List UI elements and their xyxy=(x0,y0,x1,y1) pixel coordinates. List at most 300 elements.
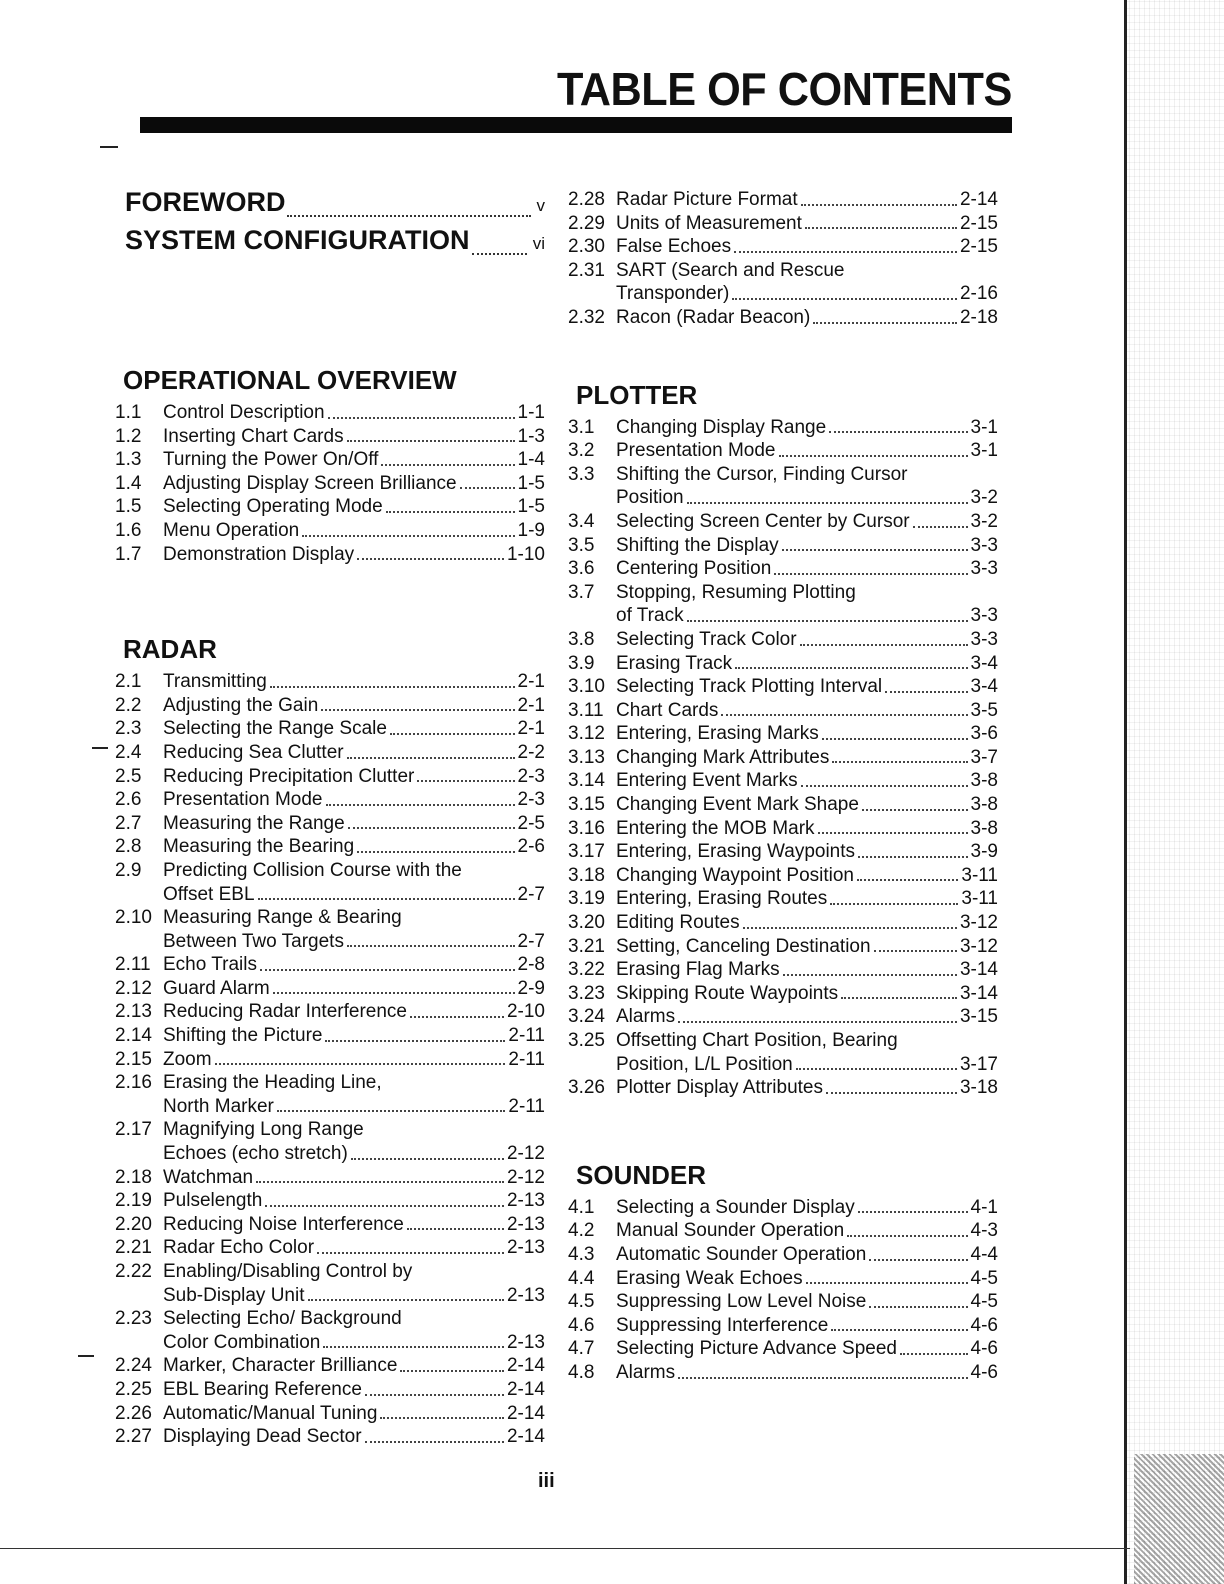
leader-dots xyxy=(308,1299,504,1301)
toc-entry-line xyxy=(115,1236,545,1260)
toc-entry[interactable] xyxy=(115,765,545,789)
toc-entry[interactable] xyxy=(568,1290,998,1314)
entry-page: 3-8 xyxy=(970,817,998,839)
toc-entry-line xyxy=(568,1337,998,1361)
toc-entry-line xyxy=(568,557,998,581)
toc-entry-continuation xyxy=(568,1053,998,1077)
entry-title: Control Description xyxy=(163,402,325,423)
leader-dots xyxy=(796,1068,957,1070)
entry-title: Selecting the Range Scale xyxy=(163,718,387,740)
toc-entry[interactable] xyxy=(115,1307,545,1354)
toc-entry-line xyxy=(115,425,545,449)
toc-entry[interactable] xyxy=(115,495,545,519)
entry-number: 2.31 xyxy=(568,259,605,281)
entry-page: 2-12 xyxy=(506,1166,545,1188)
toc-entry-line xyxy=(568,1005,998,1029)
entry-number: 1.2 xyxy=(115,425,142,447)
entry-page: 3-1 xyxy=(970,416,998,438)
entry-page: 3-18 xyxy=(959,1077,998,1099)
toc-entry[interactable] xyxy=(115,1213,545,1237)
entry-page: 2-13 xyxy=(506,1331,545,1353)
entry-number: 4.5 xyxy=(568,1291,595,1313)
toc-entry[interactable] xyxy=(568,259,998,306)
leader-dots xyxy=(913,526,968,528)
entry-title: Pulselength xyxy=(163,1190,263,1212)
entry-number: 4.7 xyxy=(568,1338,595,1360)
leader-dots xyxy=(365,1441,504,1443)
toc-entry-line xyxy=(568,1267,998,1291)
toc-entry-line xyxy=(568,722,998,746)
leader-dots xyxy=(325,1040,505,1042)
leader-dots xyxy=(287,214,530,217)
leader-dots xyxy=(380,1417,504,1419)
entry-title: Selecting a Sounder Display xyxy=(616,1196,855,1218)
entry-page: 2-13 xyxy=(506,1190,545,1212)
entry-title: Entering, Erasing Marks xyxy=(616,723,819,745)
toc-entry-continuation xyxy=(115,1331,545,1355)
leader-dots xyxy=(678,1021,957,1023)
toc-entry-line xyxy=(115,543,545,567)
entry-page: 2-14 xyxy=(506,1402,545,1424)
entry-number: 4.3 xyxy=(568,1243,595,1265)
entry-page: 2-15 xyxy=(959,236,998,258)
toc-entry-line xyxy=(115,717,545,741)
toc-entry[interactable] xyxy=(115,859,545,906)
toc-entry[interactable] xyxy=(568,1005,998,1029)
toc-entry-continuation xyxy=(115,1095,545,1119)
toc-entry-line xyxy=(568,935,998,959)
toc-entry[interactable] xyxy=(568,817,998,841)
toc-entry[interactable] xyxy=(568,793,998,817)
entry-number: 3.11 xyxy=(568,699,604,721)
toc-entry[interactable] xyxy=(115,1260,545,1307)
entry-page: 3-12 xyxy=(959,935,998,957)
entry-title: Reducing Radar Interference xyxy=(163,1001,407,1023)
toc-entry[interactable] xyxy=(115,717,545,741)
toc-entry-line xyxy=(115,788,545,812)
entry-number: 3.12 xyxy=(568,723,605,745)
leader-dots xyxy=(832,761,967,763)
entry-page: 2-15 xyxy=(959,212,998,234)
leader-dots xyxy=(258,898,515,900)
toc-left-column xyxy=(115,185,545,1449)
entry-page: 3-4 xyxy=(970,676,998,698)
entry-number: 2.2 xyxy=(115,694,142,716)
leader-dots xyxy=(386,511,515,513)
margin-mark xyxy=(100,146,118,148)
front-matter-entry[interactable] xyxy=(125,223,545,261)
toc-entry[interactable] xyxy=(568,1361,998,1385)
entry-page: 2-11 xyxy=(508,1048,545,1070)
section-heading-plotter: PLOTTER xyxy=(576,379,698,410)
entry-number: 3.24 xyxy=(568,1006,605,1028)
leader-dots xyxy=(347,945,515,947)
toc-entry[interactable] xyxy=(115,1071,545,1118)
entry-number: 1.6 xyxy=(115,519,142,541)
toc-entry[interactable] xyxy=(568,1029,998,1076)
entry-number: 3.7 xyxy=(568,581,595,603)
entry-page: 3-9 xyxy=(970,841,998,863)
entry-title: Predicting Collision Course with the xyxy=(163,859,462,881)
entry-page: 2-6 xyxy=(517,836,545,858)
leader-dots xyxy=(347,757,515,759)
entry-title: Suppressing Low Level Noise xyxy=(616,1291,867,1313)
toc-entry-line xyxy=(568,581,998,605)
toc-entry-line xyxy=(568,259,998,283)
toc-entry-line xyxy=(568,699,998,723)
entry-page: 3-7 xyxy=(970,746,998,768)
toc-entry-line xyxy=(115,741,545,765)
toc-entry-line xyxy=(568,864,998,888)
entry-number: 4.1 xyxy=(568,1196,595,1218)
toc-entry-line xyxy=(568,1219,998,1243)
leader-dots xyxy=(734,251,957,253)
toc-entry[interactable] xyxy=(568,864,998,888)
leader-dots xyxy=(862,809,968,811)
toc-entry-line xyxy=(115,401,545,425)
toc-entry[interactable] xyxy=(568,982,998,1006)
toc-entry[interactable] xyxy=(115,694,545,718)
toc-entry[interactable] xyxy=(568,1243,998,1267)
leader-dots xyxy=(270,686,515,688)
toc-entry[interactable] xyxy=(568,628,998,652)
entry-page: 2-12 xyxy=(506,1143,545,1165)
entry-page: 2-16 xyxy=(959,283,998,305)
toc-entry-line xyxy=(115,1378,545,1402)
leader-dots xyxy=(826,1092,957,1094)
leader-dots xyxy=(813,322,957,324)
leader-dots xyxy=(721,714,967,716)
entry-number: 2.9 xyxy=(115,859,142,881)
toc-entry[interactable] xyxy=(568,699,998,723)
entry-page: vi xyxy=(532,234,545,253)
toc-entry-line xyxy=(115,1260,545,1284)
toc-entry-line xyxy=(568,416,998,440)
entry-number: 3.6 xyxy=(568,558,595,580)
leader-dots xyxy=(410,1016,504,1018)
toc-entry[interactable] xyxy=(115,977,545,1001)
entry-page: 3-3 xyxy=(970,628,998,650)
entry-page: 2-11 xyxy=(508,1025,545,1047)
entry-title: Echo Trails xyxy=(163,954,257,976)
entry-title: Demonstration Display xyxy=(163,543,355,565)
toc-entry[interactable] xyxy=(568,1196,998,1220)
toc-entry-line xyxy=(568,793,998,817)
toc-entry-line xyxy=(568,439,998,463)
entry-title-continued: North Marker xyxy=(163,1095,274,1117)
toc-entry-line xyxy=(568,463,998,487)
toc-entry-line xyxy=(115,953,545,977)
toc-entry-continuation xyxy=(115,883,545,907)
leader-dots xyxy=(869,1306,967,1308)
toc-entry[interactable] xyxy=(115,1000,545,1024)
entry-page: 3-4 xyxy=(970,652,998,674)
leader-dots xyxy=(858,856,968,858)
entry-number: 3.9 xyxy=(568,652,595,674)
toc-entry-continuation xyxy=(115,930,545,954)
toc-entry[interactable] xyxy=(115,1189,545,1213)
toc-entry[interactable] xyxy=(568,722,998,746)
entry-page: 3-3 xyxy=(970,558,998,580)
toc-entry[interactable] xyxy=(115,1425,545,1449)
entry-title-continued: Echoes (echo stretch) xyxy=(163,1143,348,1165)
operational-overview-list xyxy=(115,401,545,566)
entry-page: 3-1 xyxy=(970,440,998,462)
front-matter-entry[interactable] xyxy=(125,185,545,223)
toc-entry[interactable] xyxy=(568,306,998,330)
toc-entry-line xyxy=(115,472,545,496)
entry-title: SART (Search and Rescue xyxy=(616,259,845,281)
leader-dots xyxy=(323,1346,504,1348)
toc-entry[interactable] xyxy=(568,1314,998,1338)
toc-entry[interactable] xyxy=(115,425,545,449)
toc-entry-line xyxy=(568,1290,998,1314)
section-heading-sounder: SOUNDER xyxy=(576,1159,707,1190)
entry-title: Adjusting Display Screen Brilliance xyxy=(163,472,457,494)
toc-entry-continuation xyxy=(115,1142,545,1166)
entry-title: Adjusting the Gain xyxy=(163,694,319,716)
entry-number: 3.26 xyxy=(568,1077,605,1099)
toc-entry[interactable] xyxy=(115,906,545,953)
entry-page: 4-6 xyxy=(970,1361,998,1383)
entry-title: Shifting the Display xyxy=(616,534,779,556)
toc-entry-line xyxy=(568,510,998,534)
entry-title: Erasing the Heading Line, xyxy=(163,1072,382,1094)
entry-page: 2-1 xyxy=(517,671,545,693)
toc-entry[interactable] xyxy=(568,212,998,236)
toc-entry[interactable] xyxy=(115,953,545,977)
entry-title: False Echoes xyxy=(616,236,732,258)
entry-number: 1.5 xyxy=(115,496,142,518)
toc-entry-line xyxy=(115,519,545,543)
leader-dots xyxy=(822,738,968,740)
entry-title-continued: Between Two Targets xyxy=(163,930,344,952)
entry-number: 2.21 xyxy=(115,1237,152,1259)
entry-number: 2.25 xyxy=(115,1378,152,1400)
entry-number: 2.12 xyxy=(115,977,152,999)
leader-dots xyxy=(830,903,958,905)
entry-number: 1.4 xyxy=(115,472,142,494)
leader-dots xyxy=(874,950,957,952)
toc-entry-continuation xyxy=(115,1284,545,1308)
toc-entry[interactable] xyxy=(568,235,998,259)
entry-title: Measuring the Bearing xyxy=(163,836,355,858)
entry-number: 4.4 xyxy=(568,1267,595,1289)
toc-entry[interactable] xyxy=(115,1048,545,1072)
entry-title: Entering the MOB Mark xyxy=(616,817,815,839)
leader-dots xyxy=(348,827,515,829)
entry-number: 3.23 xyxy=(568,982,605,1004)
entry-title-continued: Color Combination xyxy=(163,1331,321,1353)
entry-title: Reducing Sea Clutter xyxy=(163,741,344,763)
entry-title: Inserting Chart Cards xyxy=(163,425,344,447)
toc-entry[interactable] xyxy=(115,543,545,567)
toc-entry-line xyxy=(115,1118,545,1142)
entry-number: 2.27 xyxy=(115,1426,152,1448)
scan-edge-shadow xyxy=(1124,0,1224,1584)
toc-entry-line xyxy=(568,1314,998,1338)
entry-title: Watchman xyxy=(163,1166,254,1188)
leader-dots xyxy=(831,1329,967,1331)
entry-number: 2.22 xyxy=(115,1261,152,1282)
toc-entry[interactable] xyxy=(115,812,545,836)
entry-title: Suppressing Interference xyxy=(616,1314,829,1336)
toc-entry-line xyxy=(568,188,998,212)
entry-number: 3.1 xyxy=(568,416,595,438)
toc-entry[interactable] xyxy=(115,1354,545,1378)
toc-entry[interactable] xyxy=(115,1378,545,1402)
leader-dots xyxy=(687,502,968,504)
entry-title: Entering, Erasing Routes xyxy=(616,888,828,910)
entry-page: 3-2 xyxy=(970,510,998,532)
leader-dots xyxy=(357,851,514,853)
toc-entry[interactable] xyxy=(568,557,998,581)
toc-entry[interactable] xyxy=(568,439,998,463)
entry-title: Magnifying Long Range xyxy=(163,1119,364,1141)
toc-entry[interactable] xyxy=(115,1118,545,1165)
toc-entry[interactable] xyxy=(568,675,998,699)
entry-number: 3.2 xyxy=(568,440,595,462)
leader-dots xyxy=(215,1063,506,1065)
entry-number: 2.4 xyxy=(115,741,142,763)
entry-title: Reducing Noise Interference xyxy=(163,1213,404,1235)
toc-entry[interactable] xyxy=(568,935,998,959)
toc-entry-line xyxy=(115,1402,545,1426)
toc-entry[interactable] xyxy=(115,401,545,425)
toc-entry[interactable] xyxy=(568,1076,998,1100)
entry-number: 3.22 xyxy=(568,959,605,981)
entry-title: Marker, Character Brilliance xyxy=(163,1355,398,1377)
toc-entry-line xyxy=(115,906,545,930)
entry-page: 2-14 xyxy=(506,1378,545,1400)
entry-title: Selecting Screen Center by Cursor xyxy=(616,510,910,532)
entry-number: 4.8 xyxy=(568,1361,595,1383)
toc-entry[interactable] xyxy=(115,1024,545,1048)
toc-entry[interactable] xyxy=(568,746,998,770)
leader-dots xyxy=(806,1282,968,1284)
entry-title: Selecting Picture Advance Speed xyxy=(616,1338,897,1360)
toc-entry-continuation xyxy=(568,604,998,628)
entry-title: Radar Echo Color xyxy=(163,1237,315,1259)
entry-number: 3.17 xyxy=(568,841,605,863)
toc-entry[interactable] xyxy=(568,463,998,510)
entry-title: Shifting the Picture xyxy=(163,1025,323,1047)
toc-entry[interactable] xyxy=(115,519,545,543)
toc-entry[interactable] xyxy=(568,652,998,676)
entry-number: 2.5 xyxy=(115,765,142,787)
toc-entry[interactable] xyxy=(568,887,998,911)
entry-title: Racon (Radar Beacon) xyxy=(616,306,811,328)
entry-page: 2-9 xyxy=(517,977,545,999)
toc-entry[interactable] xyxy=(568,510,998,534)
toc-entry[interactable] xyxy=(568,1337,998,1361)
toc-entry-line xyxy=(568,628,998,652)
entry-number: 3.10 xyxy=(568,676,605,698)
entry-title: Alarms xyxy=(616,1361,676,1383)
toc-entry-line xyxy=(115,1354,545,1378)
entry-title: Turning the Power On/Off xyxy=(163,449,379,471)
entry-page: 3-2 xyxy=(970,487,998,509)
toc-entry[interactable] xyxy=(115,472,545,496)
toc-entry[interactable] xyxy=(568,188,998,212)
entry-title: Erasing Weak Echoes xyxy=(616,1267,803,1289)
entry-number: 3.3 xyxy=(568,463,595,485)
entry-page: 3-11 xyxy=(961,864,998,886)
entry-title: Reducing Precipitation Clutter xyxy=(163,765,415,787)
leader-dots xyxy=(774,573,967,575)
entry-title: Shifting the Cursor, Finding Cursor xyxy=(616,463,908,485)
entry-page: 2-13 xyxy=(506,1213,545,1235)
leader-dots xyxy=(858,1211,968,1213)
entry-page: 3-12 xyxy=(959,912,998,934)
toc-entry[interactable] xyxy=(568,958,998,982)
toc-entry[interactable] xyxy=(115,448,545,472)
leader-dots xyxy=(260,969,515,971)
leader-dots xyxy=(885,691,967,693)
entry-page: 2-14 xyxy=(506,1355,545,1377)
section-heading-radar: RADAR xyxy=(123,634,217,665)
entry-page: 3-8 xyxy=(970,794,998,816)
entry-page: 4-6 xyxy=(970,1314,998,1336)
entry-title: Entering Event Marks xyxy=(616,770,798,792)
entry-number: 2.26 xyxy=(115,1402,152,1424)
toc-entry-line xyxy=(115,1000,545,1024)
toc-entry[interactable] xyxy=(115,788,545,812)
leader-dots xyxy=(273,992,515,994)
entry-number: 3.15 xyxy=(568,794,605,816)
toc-entry[interactable] xyxy=(115,835,545,859)
entry-page: 2-1 xyxy=(517,718,545,740)
entry-page: 2-3 xyxy=(517,765,545,787)
toc-entry[interactable] xyxy=(568,769,998,793)
toc-entry[interactable] xyxy=(115,1166,545,1190)
leader-dots xyxy=(321,709,514,711)
entry-page: 3-3 xyxy=(970,605,998,627)
entry-title: Units of Measurement xyxy=(616,212,802,234)
entry-number: 2.7 xyxy=(115,812,142,834)
toc-entry-line xyxy=(115,448,545,472)
toc-entry-line xyxy=(568,769,998,793)
toc-entry[interactable] xyxy=(568,840,998,864)
entry-title: Radar Picture Format xyxy=(616,189,798,210)
leader-dots xyxy=(328,417,515,419)
toc-entry[interactable] xyxy=(568,911,998,935)
toc-entry[interactable] xyxy=(568,1267,998,1291)
entry-page: 4-6 xyxy=(970,1338,998,1360)
entry-page: 2-13 xyxy=(506,1284,545,1306)
toc-entry[interactable] xyxy=(115,1236,545,1260)
leader-dots xyxy=(800,644,968,646)
entry-page: 3-11 xyxy=(961,888,998,910)
entry-title: Changing Event Mark Shape xyxy=(616,794,859,816)
entry-title: Chart Cards xyxy=(616,699,719,721)
toc-entry[interactable] xyxy=(115,741,545,765)
leader-dots xyxy=(390,733,515,735)
radar-list xyxy=(115,670,545,1449)
toc-entry[interactable] xyxy=(568,581,998,628)
toc-entry[interactable] xyxy=(568,1219,998,1243)
leader-dots xyxy=(801,204,957,206)
toc-entry[interactable] xyxy=(115,670,545,694)
toc-entry[interactable] xyxy=(568,416,998,440)
entry-page: 2-18 xyxy=(959,306,998,328)
leader-dots xyxy=(829,431,967,433)
leader-dots xyxy=(407,1228,504,1230)
toc-entry[interactable] xyxy=(568,534,998,558)
entry-number: 3.25 xyxy=(568,1030,605,1051)
toc-entry[interactable] xyxy=(115,1402,545,1426)
toc-entry-line xyxy=(568,652,998,676)
